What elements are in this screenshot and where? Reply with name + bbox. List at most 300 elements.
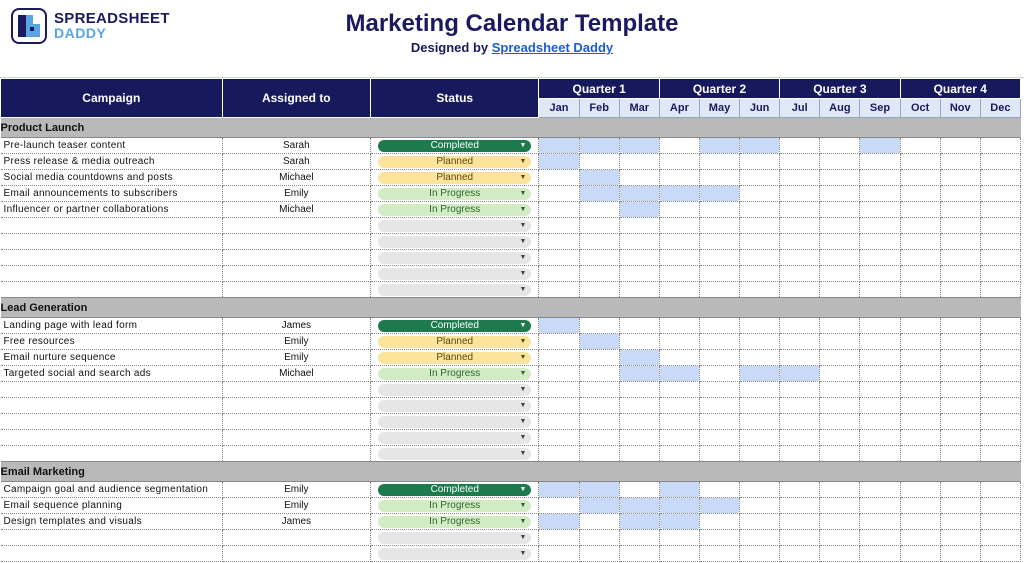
assigned-cell[interactable]: Emily — [222, 334, 370, 350]
month-cell-nov[interactable] — [940, 498, 980, 514]
month-cell-jan[interactable] — [539, 234, 579, 250]
campaign-cell[interactable] — [1, 234, 223, 250]
month-cell-may[interactable] — [699, 398, 739, 414]
month-cell-dec[interactable] — [980, 350, 1020, 366]
month-cell-mar[interactable] — [619, 482, 659, 498]
month-cell-nov[interactable] — [940, 530, 980, 546]
assigned-cell[interactable]: Sarah — [222, 138, 370, 154]
month-cell-aug[interactable] — [820, 138, 860, 154]
month-cell-feb[interactable] — [579, 482, 619, 498]
month-cell-feb[interactable] — [579, 186, 619, 202]
month-cell-sep[interactable] — [860, 138, 900, 154]
month-cell-apr[interactable] — [659, 170, 699, 186]
month-cell-nov[interactable] — [940, 446, 980, 462]
month-cell-jun[interactable] — [740, 170, 780, 186]
month-cell-may[interactable] — [699, 266, 739, 282]
month-cell-jun[interactable] — [740, 234, 780, 250]
status-dropdown[interactable] — [378, 484, 531, 496]
status-dropdown[interactable] — [378, 188, 531, 200]
assigned-cell[interactable] — [222, 414, 370, 430]
month-cell-apr[interactable] — [659, 250, 699, 266]
month-cell-feb[interactable] — [579, 530, 619, 546]
month-cell-jul[interactable] — [780, 138, 820, 154]
month-cell-feb[interactable] — [579, 414, 619, 430]
month-cell-jun[interactable] — [740, 366, 780, 382]
status-dropdown[interactable] — [378, 336, 531, 348]
month-cell-mar[interactable] — [619, 138, 659, 154]
month-cell-sep[interactable] — [860, 202, 900, 218]
month-cell-oct[interactable] — [900, 282, 940, 298]
month-cell-dec[interactable] — [980, 482, 1020, 498]
month-cell-apr[interactable] — [659, 430, 699, 446]
month-cell-aug[interactable] — [820, 218, 860, 234]
month-cell-feb[interactable] — [579, 170, 619, 186]
month-cell-nov[interactable] — [940, 482, 980, 498]
month-cell-jul[interactable] — [780, 546, 820, 562]
month-cell-aug[interactable] — [820, 170, 860, 186]
month-cell-aug[interactable] — [820, 234, 860, 250]
month-cell-jan[interactable] — [539, 498, 579, 514]
month-cell-jul[interactable] — [780, 234, 820, 250]
month-cell-apr[interactable] — [659, 202, 699, 218]
assigned-cell[interactable] — [222, 218, 370, 234]
month-cell-sep[interactable] — [860, 154, 900, 170]
month-cell-oct[interactable] — [900, 498, 940, 514]
month-cell-sep[interactable] — [860, 382, 900, 398]
month-cell-dec[interactable] — [980, 318, 1020, 334]
month-cell-apr[interactable] — [659, 218, 699, 234]
month-cell-dec[interactable] — [980, 398, 1020, 414]
assigned-cell[interactable] — [222, 266, 370, 282]
month-cell-dec[interactable] — [980, 366, 1020, 382]
month-cell-mar[interactable] — [619, 514, 659, 530]
month-cell-may[interactable] — [699, 234, 739, 250]
month-cell-jul[interactable] — [780, 482, 820, 498]
month-cell-jun[interactable] — [740, 514, 780, 530]
month-cell-may[interactable] — [699, 186, 739, 202]
month-cell-sep[interactable] — [860, 266, 900, 282]
month-cell-dec[interactable] — [980, 446, 1020, 462]
month-cell-aug[interactable] — [820, 414, 860, 430]
month-cell-aug[interactable] — [820, 334, 860, 350]
month-cell-sep[interactable] — [860, 398, 900, 414]
month-cell-apr[interactable] — [659, 334, 699, 350]
month-cell-nov[interactable] — [940, 234, 980, 250]
month-cell-nov[interactable] — [940, 250, 980, 266]
month-cell-dec[interactable] — [980, 334, 1020, 350]
month-cell-oct[interactable] — [900, 186, 940, 202]
month-cell-mar[interactable] — [619, 154, 659, 170]
month-cell-jan[interactable] — [539, 482, 579, 498]
month-cell-oct[interactable] — [900, 234, 940, 250]
month-cell-jul[interactable] — [780, 366, 820, 382]
month-cell-may[interactable] — [699, 366, 739, 382]
month-cell-apr[interactable] — [659, 482, 699, 498]
month-cell-aug[interactable] — [820, 350, 860, 366]
month-cell-jun[interactable] — [740, 218, 780, 234]
assigned-cell[interactable]: James — [222, 514, 370, 530]
month-cell-aug[interactable] — [820, 482, 860, 498]
month-cell-sep[interactable] — [860, 366, 900, 382]
month-cell-feb[interactable] — [579, 138, 619, 154]
status-dropdown[interactable] — [378, 384, 531, 396]
assigned-cell[interactable] — [222, 382, 370, 398]
month-cell-nov[interactable] — [940, 414, 980, 430]
assigned-cell[interactable]: Emily — [222, 482, 370, 498]
month-cell-oct[interactable] — [900, 170, 940, 186]
month-cell-dec[interactable] — [980, 282, 1020, 298]
month-cell-oct[interactable] — [900, 202, 940, 218]
month-cell-may[interactable] — [699, 350, 739, 366]
month-cell-may[interactable] — [699, 154, 739, 170]
month-cell-sep[interactable] — [860, 282, 900, 298]
month-cell-jan[interactable] — [539, 334, 579, 350]
campaign-cell[interactable] — [1, 266, 223, 282]
month-cell-may[interactable] — [699, 334, 739, 350]
month-cell-apr[interactable] — [659, 514, 699, 530]
month-cell-apr[interactable] — [659, 398, 699, 414]
month-cell-feb[interactable] — [579, 446, 619, 462]
month-cell-oct[interactable] — [900, 514, 940, 530]
month-cell-oct[interactable] — [900, 218, 940, 234]
month-cell-dec[interactable] — [980, 234, 1020, 250]
campaign-cell[interactable] — [1, 398, 223, 414]
month-cell-dec[interactable] — [980, 414, 1020, 430]
month-cell-sep[interactable] — [860, 414, 900, 430]
month-cell-feb[interactable] — [579, 366, 619, 382]
month-cell-aug[interactable] — [820, 318, 860, 334]
month-cell-apr[interactable] — [659, 186, 699, 202]
month-cell-may[interactable] — [699, 414, 739, 430]
month-cell-jul[interactable] — [780, 382, 820, 398]
month-cell-jan[interactable] — [539, 170, 579, 186]
campaign-cell[interactable] — [1, 446, 223, 462]
month-cell-mar[interactable] — [619, 382, 659, 398]
month-cell-jul[interactable] — [780, 334, 820, 350]
month-cell-jul[interactable] — [780, 398, 820, 414]
month-cell-jun[interactable] — [740, 282, 780, 298]
month-cell-aug[interactable] — [820, 382, 860, 398]
month-cell-dec[interactable] — [980, 498, 1020, 514]
campaign-cell[interactable] — [1, 282, 223, 298]
month-cell-nov[interactable] — [940, 202, 980, 218]
month-cell-may[interactable] — [699, 318, 739, 334]
month-cell-jan[interactable] — [539, 530, 579, 546]
month-cell-sep[interactable] — [860, 218, 900, 234]
month-cell-mar[interactable] — [619, 266, 659, 282]
month-cell-apr[interactable] — [659, 382, 699, 398]
month-cell-oct[interactable] — [900, 398, 940, 414]
month-cell-oct[interactable] — [900, 334, 940, 350]
month-cell-jan[interactable] — [539, 446, 579, 462]
status-dropdown[interactable] — [378, 368, 531, 380]
month-cell-dec[interactable] — [980, 514, 1020, 530]
month-cell-oct[interactable] — [900, 430, 940, 446]
month-cell-dec[interactable] — [980, 202, 1020, 218]
month-cell-nov[interactable] — [940, 382, 980, 398]
month-cell-sep[interactable] — [860, 446, 900, 462]
spreadsheet-daddy-link[interactable]: Spreadsheet Daddy — [491, 40, 614, 55]
status-dropdown[interactable] — [378, 204, 531, 216]
assigned-cell[interactable]: Emily — [222, 350, 370, 366]
status-dropdown[interactable] — [378, 352, 531, 364]
month-cell-jul[interactable] — [780, 186, 820, 202]
month-cell-sep[interactable] — [860, 334, 900, 350]
month-cell-may[interactable] — [699, 202, 739, 218]
month-cell-dec[interactable] — [980, 546, 1020, 562]
campaign-cell[interactable] — [1, 250, 223, 266]
month-cell-jun[interactable] — [740, 202, 780, 218]
month-cell-jun[interactable] — [740, 382, 780, 398]
campaign-cell[interactable] — [1, 546, 223, 562]
month-cell-apr[interactable] — [659, 234, 699, 250]
month-cell-jan[interactable] — [539, 202, 579, 218]
month-cell-jan[interactable] — [539, 186, 579, 202]
month-cell-dec[interactable] — [980, 170, 1020, 186]
month-cell-feb[interactable] — [579, 546, 619, 562]
month-cell-jun[interactable] — [740, 430, 780, 446]
month-cell-jul[interactable] — [780, 498, 820, 514]
month-cell-oct[interactable] — [900, 414, 940, 430]
month-cell-mar[interactable] — [619, 234, 659, 250]
month-cell-nov[interactable] — [940, 546, 980, 562]
month-cell-sep[interactable] — [860, 546, 900, 562]
month-cell-nov[interactable] — [940, 398, 980, 414]
campaign-cell[interactable]: Pre-launch teaser content — [1, 138, 223, 154]
month-cell-mar[interactable] — [619, 430, 659, 446]
month-cell-dec[interactable] — [980, 218, 1020, 234]
month-cell-aug[interactable] — [820, 186, 860, 202]
month-cell-jul[interactable] — [780, 154, 820, 170]
month-cell-aug[interactable] — [820, 398, 860, 414]
month-cell-apr[interactable] — [659, 366, 699, 382]
month-cell-feb[interactable] — [579, 266, 619, 282]
month-cell-nov[interactable] — [940, 282, 980, 298]
assigned-cell[interactable]: Michael — [222, 170, 370, 186]
month-cell-jun[interactable] — [740, 530, 780, 546]
month-cell-sep[interactable] — [860, 318, 900, 334]
status-dropdown[interactable] — [378, 416, 531, 428]
status-dropdown[interactable] — [378, 500, 531, 512]
month-cell-jun[interactable] — [740, 546, 780, 562]
month-cell-sep[interactable] — [860, 350, 900, 366]
month-cell-jul[interactable] — [780, 202, 820, 218]
month-cell-may[interactable] — [699, 218, 739, 234]
month-cell-jan[interactable] — [539, 318, 579, 334]
month-cell-nov[interactable] — [940, 350, 980, 366]
month-cell-jan[interactable] — [539, 266, 579, 282]
month-cell-jun[interactable] — [740, 154, 780, 170]
month-cell-may[interactable] — [699, 250, 739, 266]
month-cell-nov[interactable] — [940, 430, 980, 446]
campaign-cell[interactable] — [1, 530, 223, 546]
month-cell-nov[interactable] — [940, 170, 980, 186]
month-cell-jul[interactable] — [780, 266, 820, 282]
month-cell-may[interactable] — [699, 546, 739, 562]
month-cell-dec[interactable] — [980, 382, 1020, 398]
month-cell-feb[interactable] — [579, 250, 619, 266]
campaign-cell[interactable]: Social media countdowns and posts — [1, 170, 223, 186]
month-cell-sep[interactable] — [860, 430, 900, 446]
month-cell-apr[interactable] — [659, 266, 699, 282]
assigned-cell[interactable]: Emily — [222, 498, 370, 514]
month-cell-jun[interactable] — [740, 334, 780, 350]
status-dropdown[interactable] — [378, 236, 531, 248]
month-cell-jan[interactable] — [539, 398, 579, 414]
month-cell-jan[interactable] — [539, 350, 579, 366]
month-cell-jan[interactable] — [539, 382, 579, 398]
month-cell-feb[interactable] — [579, 318, 619, 334]
campaign-cell[interactable]: Free resources — [1, 334, 223, 350]
month-cell-nov[interactable] — [940, 138, 980, 154]
status-dropdown[interactable] — [378, 252, 531, 264]
month-cell-mar[interactable] — [619, 398, 659, 414]
month-cell-oct[interactable] — [900, 154, 940, 170]
month-cell-oct[interactable] — [900, 318, 940, 334]
status-dropdown[interactable] — [378, 516, 531, 528]
month-cell-jul[interactable] — [780, 282, 820, 298]
month-cell-feb[interactable] — [579, 218, 619, 234]
status-dropdown[interactable] — [378, 220, 531, 232]
month-cell-feb[interactable] — [579, 514, 619, 530]
campaign-cell[interactable]: Email nurture sequence — [1, 350, 223, 366]
month-cell-apr[interactable] — [659, 350, 699, 366]
month-cell-oct[interactable] — [900, 530, 940, 546]
assigned-cell[interactable]: Emily — [222, 186, 370, 202]
status-dropdown[interactable] — [378, 284, 531, 296]
month-cell-nov[interactable] — [940, 154, 980, 170]
month-cell-feb[interactable] — [579, 334, 619, 350]
month-cell-apr[interactable] — [659, 446, 699, 462]
month-cell-aug[interactable] — [820, 446, 860, 462]
month-cell-feb[interactable] — [579, 382, 619, 398]
month-cell-may[interactable] — [699, 430, 739, 446]
month-cell-may[interactable] — [699, 138, 739, 154]
month-cell-mar[interactable] — [619, 498, 659, 514]
month-cell-jul[interactable] — [780, 530, 820, 546]
month-cell-apr[interactable] — [659, 282, 699, 298]
month-cell-may[interactable] — [699, 482, 739, 498]
assigned-cell[interactable] — [222, 546, 370, 562]
month-cell-mar[interactable] — [619, 334, 659, 350]
month-cell-feb[interactable] — [579, 234, 619, 250]
month-cell-jul[interactable] — [780, 414, 820, 430]
assigned-cell[interactable] — [222, 530, 370, 546]
month-cell-may[interactable] — [699, 382, 739, 398]
month-cell-feb[interactable] — [579, 282, 619, 298]
month-cell-apr[interactable] — [659, 154, 699, 170]
month-cell-feb[interactable] — [579, 498, 619, 514]
month-cell-jan[interactable] — [539, 414, 579, 430]
month-cell-jul[interactable] — [780, 514, 820, 530]
month-cell-nov[interactable] — [940, 366, 980, 382]
month-cell-mar[interactable] — [619, 218, 659, 234]
month-cell-sep[interactable] — [860, 186, 900, 202]
month-cell-nov[interactable] — [940, 318, 980, 334]
month-cell-nov[interactable] — [940, 218, 980, 234]
month-cell-aug[interactable] — [820, 250, 860, 266]
campaign-cell[interactable]: Email sequence planning — [1, 498, 223, 514]
month-cell-mar[interactable] — [619, 170, 659, 186]
month-cell-jul[interactable] — [780, 350, 820, 366]
month-cell-mar[interactable] — [619, 202, 659, 218]
month-cell-dec[interactable] — [980, 138, 1020, 154]
month-cell-mar[interactable] — [619, 282, 659, 298]
assigned-cell[interactable] — [222, 282, 370, 298]
campaign-cell[interactable]: Email announcements to subscribers — [1, 186, 223, 202]
month-cell-oct[interactable] — [900, 266, 940, 282]
month-cell-jan[interactable] — [539, 546, 579, 562]
assigned-cell[interactable] — [222, 398, 370, 414]
month-cell-aug[interactable] — [820, 430, 860, 446]
month-cell-mar[interactable] — [619, 414, 659, 430]
status-dropdown[interactable] — [378, 548, 531, 560]
month-cell-sep[interactable] — [860, 170, 900, 186]
month-cell-nov[interactable] — [940, 266, 980, 282]
month-cell-oct[interactable] — [900, 250, 940, 266]
month-cell-jul[interactable] — [780, 430, 820, 446]
month-cell-jan[interactable] — [539, 430, 579, 446]
month-cell-may[interactable] — [699, 530, 739, 546]
campaign-cell[interactable]: Landing page with lead form — [1, 318, 223, 334]
campaign-cell[interactable] — [1, 414, 223, 430]
month-cell-aug[interactable] — [820, 366, 860, 382]
month-cell-nov[interactable] — [940, 334, 980, 350]
month-cell-jan[interactable] — [539, 250, 579, 266]
campaign-cell[interactable]: Influencer or partner collaborations — [1, 202, 223, 218]
month-cell-jan[interactable] — [539, 514, 579, 530]
month-cell-oct[interactable] — [900, 446, 940, 462]
status-dropdown[interactable] — [378, 400, 531, 412]
month-cell-jun[interactable] — [740, 266, 780, 282]
month-cell-mar[interactable] — [619, 546, 659, 562]
month-cell-may[interactable] — [699, 446, 739, 462]
month-cell-jun[interactable] — [740, 138, 780, 154]
month-cell-jul[interactable] — [780, 250, 820, 266]
month-cell-apr[interactable] — [659, 498, 699, 514]
campaign-cell[interactable]: Targeted social and search ads — [1, 366, 223, 382]
month-cell-feb[interactable] — [579, 154, 619, 170]
month-cell-may[interactable] — [699, 514, 739, 530]
month-cell-jan[interactable] — [539, 366, 579, 382]
campaign-cell[interactable]: Press release & media outreach — [1, 154, 223, 170]
month-cell-aug[interactable] — [820, 154, 860, 170]
month-cell-apr[interactable] — [659, 414, 699, 430]
assigned-cell[interactable]: Michael — [222, 366, 370, 382]
month-cell-sep[interactable] — [860, 530, 900, 546]
campaign-cell[interactable]: Campaign goal and audience segmentation — [1, 482, 223, 498]
assigned-cell[interactable]: James — [222, 318, 370, 334]
month-cell-dec[interactable] — [980, 186, 1020, 202]
month-cell-aug[interactable] — [820, 546, 860, 562]
campaign-cell[interactable] — [1, 430, 223, 446]
month-cell-jul[interactable] — [780, 170, 820, 186]
month-cell-aug[interactable] — [820, 498, 860, 514]
status-dropdown[interactable] — [378, 432, 531, 444]
month-cell-jan[interactable] — [539, 282, 579, 298]
month-cell-jun[interactable] — [740, 446, 780, 462]
month-cell-mar[interactable] — [619, 250, 659, 266]
month-cell-jan[interactable] — [539, 218, 579, 234]
assigned-cell[interactable] — [222, 234, 370, 250]
month-cell-apr[interactable] — [659, 530, 699, 546]
month-cell-dec[interactable] — [980, 154, 1020, 170]
month-cell-may[interactable] — [699, 170, 739, 186]
month-cell-dec[interactable] — [980, 266, 1020, 282]
month-cell-dec[interactable] — [980, 530, 1020, 546]
month-cell-aug[interactable] — [820, 202, 860, 218]
month-cell-may[interactable] — [699, 498, 739, 514]
